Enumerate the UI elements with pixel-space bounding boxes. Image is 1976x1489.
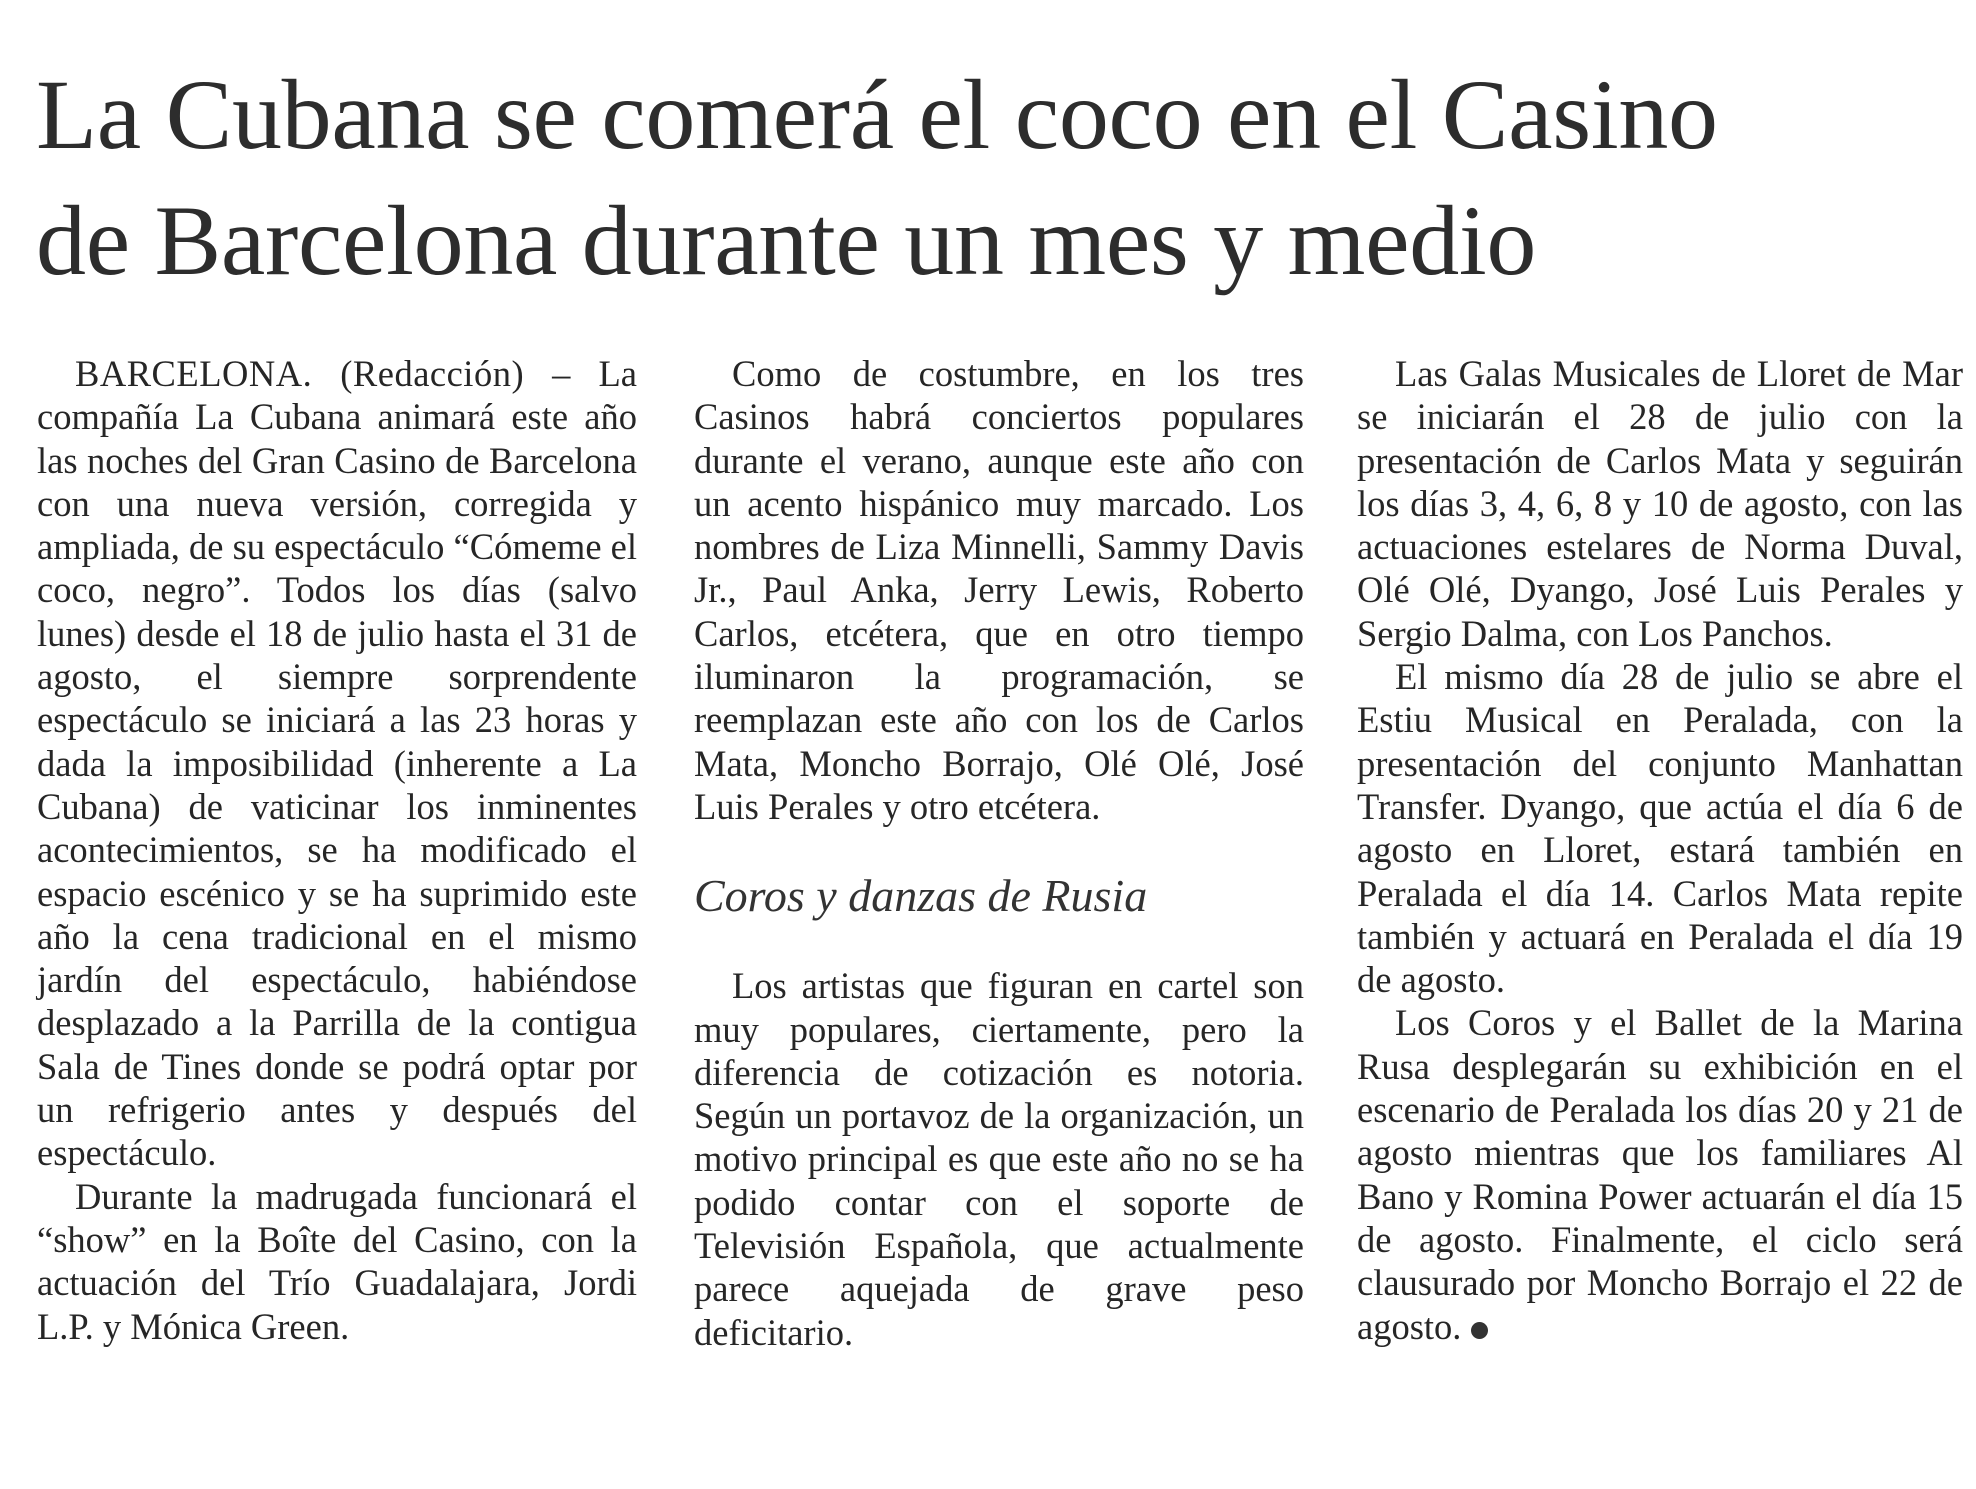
article-headline <box>36 52 1956 304</box>
article-column-1 <box>37 352 637 1348</box>
column-2-paragraph-2: Los artistas que figuran en cartel son muy populares, ciertamente, pero la diferencia de cotización es notoria. Según un portavoz de la organización, un motivo principal es que este año no se ha podido contar con el soporte de Televisión Española, que actualmente parece aquejada de grave peso deficitario. <box>694 965 1304 1353</box>
column-3-paragraph-3-text: Los Coros y el Ballet de la Marina Rusa desplegarán su exhibición en el escenario de Peralada los días 20 y 21 de agosto mientras que los familiares Al Bano y Romina Power actuarán el día 15 de agosto. Finalmente, el ciclo será clausurado por Moncho Borrajo el 22 de agosto. <box>1357 1002 1963 1347</box>
column-1-paragraph-1 <box>37 352 637 1175</box>
column-2-paragraph-1: Como de costumbre, en los tres Casinos habrá conciertos populares durante el verano, aunque este año con un acento hispánico muy marcado. Los nombres de Liza Minnelli, Sammy Davis Jr., Paul Anka, Jerry Lewis, Roberto Carlos, etcétera, que en otro tiempo iluminaron la programación, se reemplazan este año con los de Carlos Mata, Moncho Borrajo, Olé Olé, José Luis Perales y otro etcétera. <box>694 353 1304 827</box>
headline-line-2: de Barcelona durante un mes y medio <box>36 185 1537 296</box>
column-3-paragraph-1: Las Galas Musicales de Lloret de Mar se iniciarán el 28 de julio con la presentación de Carlos Mata y seguirán los días 3, 4, 6, 8 y 10 de agosto, con las actuaciones estelares de Norma Duval, Olé Olé, Dyango, José Luis Perales y Sergio Dalma, con Los Panchos. <box>1357 353 1963 654</box>
column-3-paragraph-2: El mismo día 28 de julio se abre el Estiu Musical en Peralada, con la presentación del conjunto Manhattan Transfer. Dyango, que actúa el día 6 de agosto en Lloret, estará también en Peralada el día 14. Carlos Mata repite también y actuará en Peralada el día 19 de agosto. <box>1357 656 1963 1001</box>
article-column-2 <box>694 352 1304 1354</box>
end-of-article-bullet-icon <box>1471 1322 1488 1339</box>
column-1-paragraph-2: Durante la madrugada funcionará el “show” en la Boîte del Casino, con la actuación del Trío Guadalajara, Jordi L.P. y Mónica Green. <box>37 1175 637 1347</box>
column-3-paragraph-3 <box>1357 1001 1963 1347</box>
column-1-paragraph-1-text: La compañía La Cubana animará este año las noches del Gran Casino de Barcelona con una nueva versión, corregida y ampliada, de su espectáculo “Cómeme el coco, negro”. Todos los días (salvo lunes) desde el 18 de julio hasta el 31 de agosto, el siempre sorprendente espectáculo se iniciará a las 23 horas y dada la imposibilidad (inherente a La Cubana) de vaticinar los inminentes acontecimientos, se ha modificado el espacio escénico y se ha suprimido este año la cena tradicional en el mismo jardín del espectáculo, habiéndose desplazado a la Parrilla de la contigua Sala de Tines donde se podrá optar por un refrigerio antes y después del espectáculo. <box>37 353 637 1174</box>
article-column-3 <box>1357 352 1963 1348</box>
section-subheading: Coros y danzas de Rusia <box>694 870 1148 922</box>
dateline: BARCELONA. (Redacción) – <box>75 353 571 394</box>
headline-line-1: La Cubana se comerá el coco en el Casino <box>36 59 1718 170</box>
